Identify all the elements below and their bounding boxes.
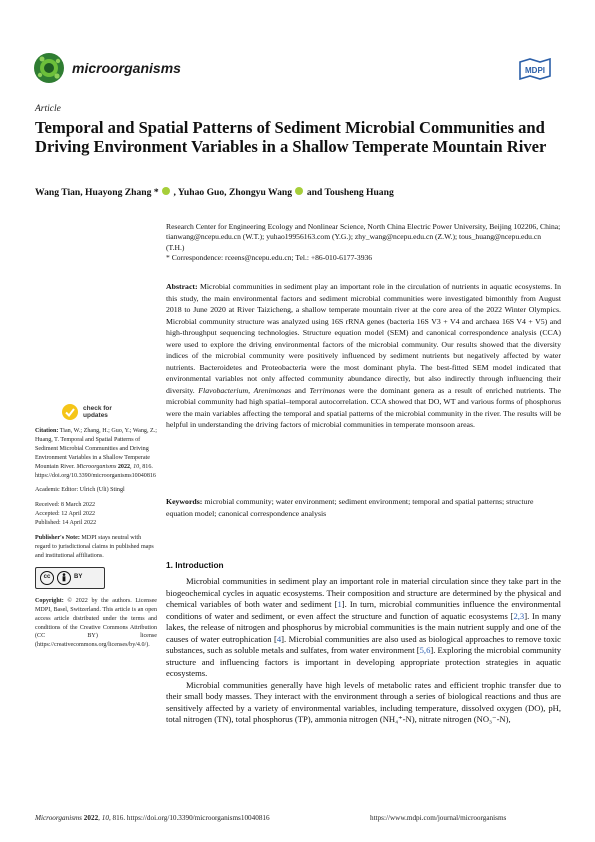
author-names-3: and Tousheng Huang (306, 187, 394, 198)
intro-text: ]. Exploring the microbial community structure and influencing factors is important in developing appropriate protection strategies in aquatic ecosystems. (166, 645, 561, 678)
sidebar (35, 403, 157, 650)
citation-link[interactable]: 4 (276, 633, 282, 644)
citation-journal: Microorganisms (76, 463, 117, 470)
orcid-icon[interactable] (162, 187, 170, 195)
genus-flavobacterium: Flavobacterium (198, 385, 249, 395)
paper-title: Temporal and Spatial Patterns of Sediment Microbial Communities and Driving Environment Variables in a Shallow Temperate Mountain River (35, 118, 547, 156)
abstract-text-2: were the dominant genera as a result of enriched nutrients. The microbial community had high spatial–temporal autocorrelation. CCA showed that DO, WT and various forms of phosphorus were the main variables affecting the temporal and spatial patterns of the microbial community in the river. The results will be helpful in understanding the driving factors of microbial communities in temperate monsoon areas. (166, 385, 562, 429)
abstract-label: Abstract: (166, 282, 198, 291)
abstract (166, 281, 561, 431)
footer-journal-url[interactable]: https://www.mdpi.com/journal/microorganisms (370, 814, 507, 822)
keywords (166, 496, 561, 519)
abstract-sep-1: , (248, 385, 254, 395)
attribution-icon (57, 571, 71, 585)
check-updates-line1: check for (83, 405, 112, 412)
abstract-sep-2: and (291, 385, 310, 395)
section-heading-introduction: 1. Introduction (166, 560, 224, 570)
publisher-note-label: Publisher's Note: (35, 535, 80, 542)
correspondence-text: * Correspondence: rceens@ncepu.edu.cn; Tel.: +86-010-6177-3936 (166, 253, 373, 263)
check-updates-icon (61, 403, 79, 421)
footer-journal: Microorganisms (35, 814, 82, 822)
citation-volume: , 10 (130, 463, 140, 470)
citation-label: Citation: (35, 428, 59, 434)
by-label: BY (74, 574, 83, 581)
publisher-note-text: MDPI stays neutral with regard to jurisdictional claims in published maps and institutional affiliations. (35, 535, 154, 559)
intro-text: ]. In many lakes, the release of nitrogen and phosphorus by microbial communities is the main nutrient supply and one of the causes of water eutrophication [ (166, 610, 561, 644)
academic-editor: Academic Editor: Ulrich (Uli) Stingl (35, 487, 125, 494)
copyright-text: © 2022 by the authors. Licensee MDPI, Basel, Switzerland. This article is an open access article distributed under the terms and conditions of the Creative Commons Attribution (CC BY) license (https://creativecommons.org/licenses/by/4.0/). (35, 597, 157, 649)
intro-text: ]. In turn, microbial communities influence the environmental conditions of water and sediment, or even affect the structure and function of aquatic ecosystems [ (166, 599, 561, 621)
intro-paragraph-2: Microbial communities generally have high levels of metabolic rates and efficient trophic transfer due to their small body masses. They interact with the environment through a series of biological reactions and thus are sensitively affected by a variety of environmental variables, including temperature, dissolved oxygen (DO), pH, total nitrogen (TN), total phosphorus (TP), ammonia nitrogen (NH₄⁺-N), nitrate nitrogen (NO₃⁻-N), (166, 679, 561, 724)
footer-citation (35, 814, 270, 822)
affiliation-block (166, 222, 561, 264)
copyright-label: Copyright: (35, 597, 64, 604)
genus-arenimonas: Arenimonas (253, 385, 292, 395)
intro-paragraph-1 (166, 576, 561, 680)
intro-text: Microbial communities in sediment play an important role in material circulation since they take part in the biogeochemical cycles in aquatic ecosystems. Their composition and structure are determined by the physical and chemical variables of both water and sediment [ (166, 576, 561, 609)
footer-doi[interactable]: , 816. https://doi.org/10.3390/microorganisms10040816 (108, 814, 270, 822)
mdpi-logo-text: MDPI (525, 66, 545, 75)
received-date: Received: 8 March 2022 (35, 502, 96, 509)
cc-by-license-badge[interactable] (35, 567, 105, 589)
intro-text: ]. Microbial communities are also used as biological approaches to remove toxic substances, such as soluble metals and sulfates, from water environment [ (166, 633, 561, 655)
citation-doi[interactable]: , 816. https://doi.org/10.3390/microorganisms10040816 (35, 463, 156, 479)
journal-name: microorganisms (72, 60, 181, 76)
citation-block (35, 427, 157, 480)
published-date: Published: 14 April 2022 (35, 520, 97, 527)
check-updates-line2: updates (83, 412, 108, 419)
genus-terrimonas: Terrimonas (309, 385, 346, 395)
keywords-label: Keywords: (166, 497, 203, 506)
publisher-note (35, 534, 157, 561)
mdpi-logo-icon (518, 58, 552, 80)
journal-logo-icon (33, 52, 65, 84)
keywords-text: microbial community; water environment; sediment environment; temporal and spatial patterns; structure equation model; canonical correspondence analysis (166, 497, 534, 518)
accepted-date: Accepted: 12 April 2022 (35, 511, 96, 518)
author-names-1: Wang Tian, Huayong Zhang * (35, 187, 159, 198)
cc-icon: cc (40, 571, 54, 585)
citation-link[interactable]: 2,3 (513, 610, 525, 621)
citation-text-1: Tian, W.; Zhang, H.; Guo, Y.; Wang, Z.; Huang, T. Temporal and Spatial Patterns of Sediment Microbial Communities and Driving Environment Variables in a Shallow Temperate Mountain River. (35, 428, 157, 470)
orcid-icon[interactable] (295, 187, 303, 195)
introduction-body (166, 576, 561, 726)
abstract-text-1: Microbial communities in sediment play an important role in the circulation of nutrients in aquatic ecosystems. In this study, the main environmental factors and sediment microbial communities were investigated bimonthly from August 2018 to June 2020 at River Taizicheng, a shallow temperate mountain river at the core area of the 2022 Winter Olympics. Microbial community structure was analyzed using 16S rRNA genes (bacteria 16S V3 + V4 and archaea 16S V4 + V5) and high-throughput sequencing technologies. Structure equation model (SEM) and canonical correspondence analysis (CCA) were used to explore the driving environmental factors of the microbial community. Our results showed that the diversity indices of the microbial community were positively influenced by sediment nutrients but negatively affected by water nutrients. Bacteroidetes and Proteobacteria were the most dominant phyla. The best-fitted SEM model indicated that environmental variables not only affected community abundance directly, but also indirectly through influencing their diversity. (166, 282, 561, 395)
author-list (35, 187, 394, 198)
citation-link[interactable]: 1 (337, 599, 342, 609)
footer-volume: , 10 (98, 814, 109, 822)
copyright-notice (35, 597, 157, 650)
author-names-2: , Yuhao Guo, Zhongyu Wang (173, 187, 292, 198)
affiliation-text: Research Center for Engineering Ecology and Nonlinear Science, North China Electric Power University, Beijing 102206, China; tianwang@ncepu.edu.cn (W.T.); yuhao19956163.com (Y.G.); zhy_wang@ncepu.edu.cn (Z.W.); tous_huang@ncepu.edu.cn (T.H.) (166, 222, 561, 252)
citation-year: 2022 (116, 463, 131, 470)
footer-year: 2022 (82, 814, 99, 822)
article-type: Article (35, 104, 61, 114)
check-for-updates-badge[interactable] (61, 403, 157, 421)
citation-link[interactable]: 5,6 (419, 645, 431, 655)
